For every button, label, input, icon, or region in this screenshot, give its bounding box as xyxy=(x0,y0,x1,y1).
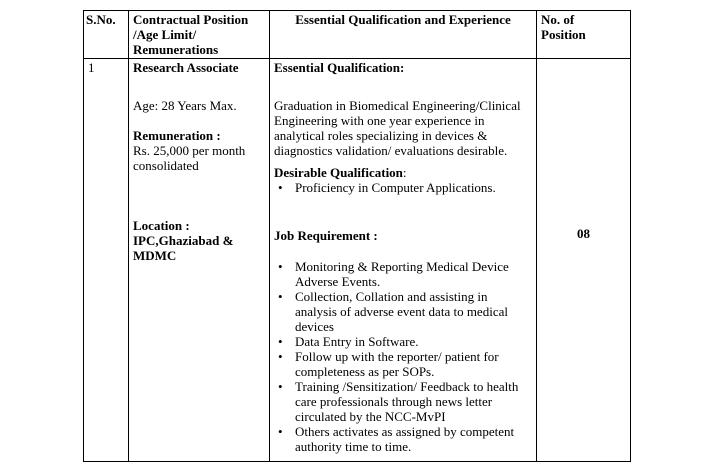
desirable-heading-line xyxy=(274,165,532,180)
age-label: Age xyxy=(133,98,155,113)
header-position-line: /Age Limit/ xyxy=(133,27,197,42)
location-value: MDMC xyxy=(133,248,177,263)
list-item-line: • Monitoring & Reporting Medical Device xyxy=(295,259,509,274)
desirable-heading: Desirable Qualification xyxy=(274,165,403,180)
list-item-line: authority time to time. xyxy=(295,439,412,454)
remuneration-value: Rs. 25,000 per month xyxy=(133,143,246,158)
location-value: IPC,Ghaziabad & xyxy=(133,233,234,248)
essential-text: Graduation in Biomedical Engineering/Clinical xyxy=(274,98,521,113)
header-qualification: Essential Qualification and Experience xyxy=(270,11,537,59)
header-count-line: No. of xyxy=(541,12,575,27)
job-heading: Job Requirement : xyxy=(274,228,378,243)
essential-text: Engineering with one year experience in xyxy=(274,113,485,128)
desirable-colon: : xyxy=(402,165,407,180)
cell-qualification xyxy=(270,59,537,462)
header-position-line: Contractual Position xyxy=(133,12,249,27)
list-item-line: circulated by the NCC-MvPI xyxy=(295,409,446,424)
cell-num-positions xyxy=(537,59,631,462)
desirable-list xyxy=(274,180,532,195)
list-item: • Proficiency in Computer Applications. xyxy=(274,180,532,195)
age-line xyxy=(133,98,265,113)
list-item-line: Adverse Events. xyxy=(295,274,381,289)
num-positions: 08 xyxy=(577,226,590,241)
cell-position xyxy=(129,59,270,462)
list-item xyxy=(274,424,532,454)
location-label: Location : xyxy=(133,218,190,233)
list-item-line: • Data Entry in Software. xyxy=(295,334,419,349)
list-item-line: devices xyxy=(295,319,334,334)
list-item xyxy=(274,349,532,379)
essential-text: diagnostics validation/ evaluations desirable. xyxy=(274,143,508,158)
list-item xyxy=(274,379,532,424)
header-position-line: Remunerations xyxy=(133,42,219,57)
list-item-line: • Follow up with the reporter/ patient for xyxy=(295,349,499,364)
list-item-line: • Collection, Collation and assisting in xyxy=(295,289,488,304)
header-positions-count xyxy=(537,11,631,59)
qualification-table xyxy=(83,10,631,462)
header-position xyxy=(129,11,270,59)
job-list xyxy=(274,259,532,454)
list-item-line: completeness as per SOPs. xyxy=(295,364,435,379)
list-item xyxy=(274,334,532,349)
age-value: : 28 Years Max. xyxy=(154,98,237,113)
cell-sno: 1 xyxy=(84,59,129,462)
list-item-line: • Others activates as assigned by competent xyxy=(295,424,515,439)
list-item-line: analysis of adverse event data to medical xyxy=(295,304,508,319)
list-item xyxy=(274,259,532,289)
essential-text: analytical roles specializing in devices & xyxy=(274,128,488,143)
header-sno: S.No. xyxy=(84,11,129,59)
list-item-line: • Training /Sensitization/ Feedback to health xyxy=(295,379,519,394)
essential-heading: Essential Qualification: xyxy=(274,60,405,75)
table-row xyxy=(84,59,631,462)
header-count-line: Position xyxy=(541,27,586,42)
remuneration-value: consolidated xyxy=(133,158,199,173)
table-header-row xyxy=(84,11,631,59)
remuneration-label: Remuneration : xyxy=(133,128,221,143)
list-item-line: care professionals through news letter xyxy=(295,394,493,409)
position-title: Research Associate xyxy=(133,60,239,75)
list-item xyxy=(274,289,532,334)
